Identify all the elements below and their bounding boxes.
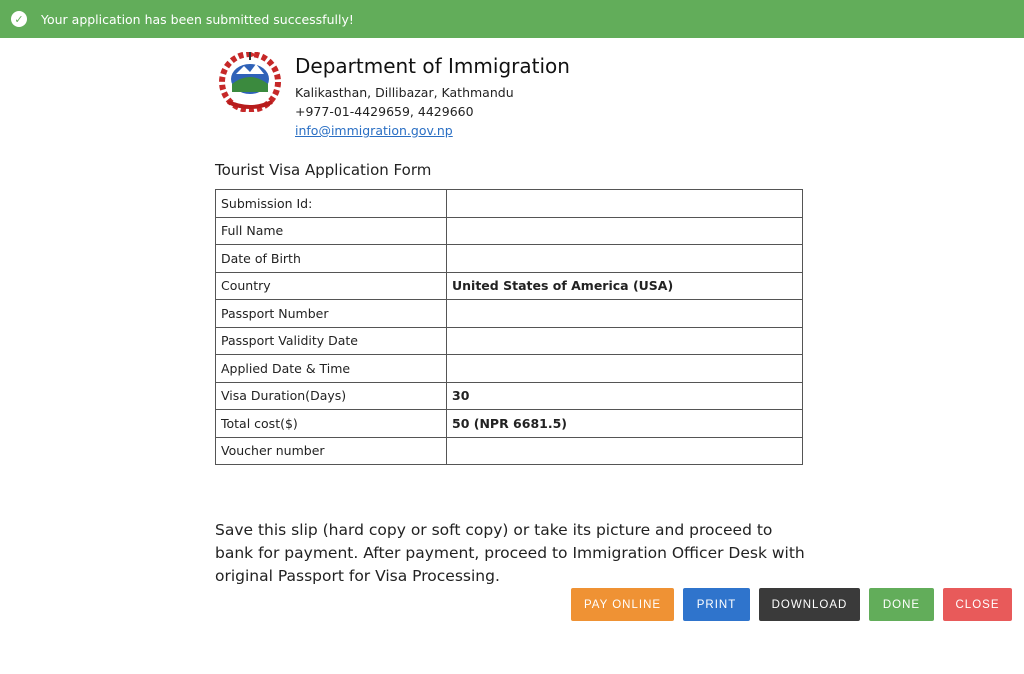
table-row [216, 355, 803, 383]
row-label: Submission Id: [216, 190, 447, 218]
row-value [447, 245, 803, 273]
table-row [216, 410, 803, 438]
row-label: Date of Birth [216, 245, 447, 273]
row-value: United States of America (USA) [447, 272, 803, 300]
success-message: Your application has been submitted successfully! [41, 11, 354, 27]
row-label: Passport Number [216, 300, 447, 328]
email-link[interactable]: info@immigration.gov.np [295, 123, 453, 138]
application-table [215, 189, 803, 465]
row-value: 50 (NPR 6681.5) [447, 410, 803, 438]
row-label: Full Name [216, 217, 447, 245]
phone: +977-01-4429659, 4429660 [295, 104, 474, 119]
row-value [447, 300, 803, 328]
row-value [447, 190, 803, 218]
table-row [216, 272, 803, 300]
download-button[interactable]: DOWNLOAD [759, 588, 860, 621]
table-row [216, 327, 803, 355]
nepal-emblem-logo [216, 52, 284, 112]
row-value: 30 [447, 382, 803, 410]
table-row [216, 300, 803, 328]
row-value [447, 327, 803, 355]
table-row [216, 245, 803, 273]
row-value [447, 437, 803, 465]
table-row [216, 382, 803, 410]
table-row [216, 437, 803, 465]
pay-online-button[interactable]: PAY ONLINE [571, 588, 674, 621]
instruction-note: Save this slip (hard copy or soft copy) or take its picture and proceed to bank for payment. After payment, proceed to Immigration Officer Desk with original Passport for Visa Processing. [215, 521, 805, 585]
row-label: Country [216, 272, 447, 300]
success-banner [0, 0, 1024, 38]
row-label: Voucher number [216, 437, 447, 465]
row-label: Total cost($) [216, 410, 447, 438]
row-label: Visa Duration(Days) [216, 382, 447, 410]
department-title: Department of Immigration [295, 54, 570, 78]
row-label: Passport Validity Date [216, 327, 447, 355]
form-title: Tourist Visa Application Form [215, 161, 432, 179]
row-label: Applied Date & Time [216, 355, 447, 383]
done-button[interactable]: DONE [869, 588, 934, 621]
check-circle-icon: ✓ [11, 11, 27, 27]
table-row [216, 190, 803, 218]
row-value [447, 355, 803, 383]
print-button[interactable]: PRINT [683, 588, 750, 621]
row-value [447, 217, 803, 245]
close-button[interactable]: CLOSE [943, 588, 1012, 621]
table-row [216, 217, 803, 245]
address: Kalikasthan, Dillibazar, Kathmandu [295, 85, 514, 100]
